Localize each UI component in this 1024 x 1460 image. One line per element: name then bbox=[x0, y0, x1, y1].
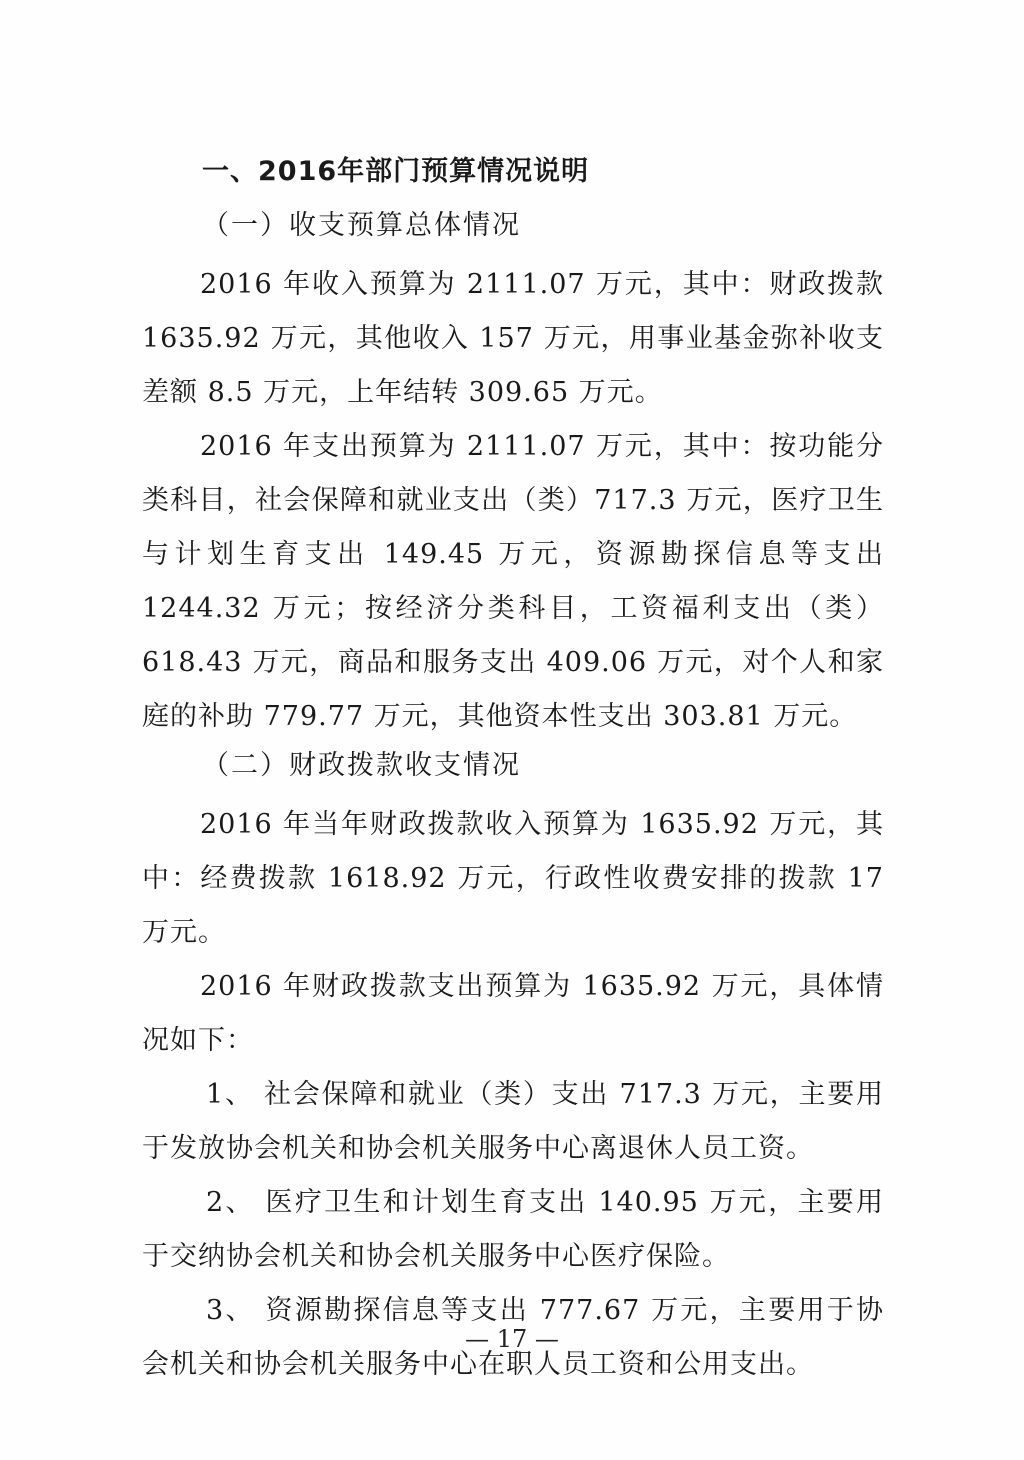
list-item-resources: 3、 资源勘探信息等支出 777.67 万元，主要用于协会机关和协会机关服务中心在职人员工资和公用支出。 bbox=[142, 1295, 884, 1380]
page-number: — 17 — bbox=[465, 1325, 559, 1353]
paragraph-expenditure-budget: 2016 年支出预算为 2111.07 万元，其中：按功能分类科目，社会保障和就业支出（类）717.3 万元，医疗卫生与计划生育支出 149.45 万元，资源勘探信息等支出 1244.32 万元；按经济分类科目，工资福利支出（类）618.43 万元，商品和服务支出 409.06 万元，对个人和家庭的补助 779.77 万元，其他资本性支出 303.81 万元。 bbox=[142, 431, 884, 732]
list-item-medical: 2、 医疗卫生和计划生育支出 140.95 万元，主要用于交纳协会机关和协会机关服务中心医疗保险。 bbox=[142, 1187, 884, 1272]
paragraph-appropriation-income: 2016 年当年财政拨款收入预算为 1635.92 万元，其中：经费拨款 1618.92 万元，行政性收费安排的拨款 17 万元。 bbox=[142, 809, 884, 948]
document-body bbox=[142, 150, 884, 1392]
subsection-title-1: （一）收支预算总体情况 bbox=[202, 210, 521, 241]
section-heading: 一、2016年部门预算情况说明 bbox=[202, 156, 590, 187]
paragraph-income-budget: 2016 年收入预算为 2111.07 万元，其中：财政拨款 1635.92 万元，其他收入 157 万元，用事业基金弥补收支差额 8.5 万元，上年结转 309.65 万元。 bbox=[142, 269, 884, 408]
paragraph-appropriation-expenditure: 2016 年财政拨款支出预算为 1635.92 万元，具体情况如下： bbox=[142, 971, 884, 1056]
list-item-social-security: 1、 社会保障和就业（类）支出 717.3 万元，主要用于发放协会机关和协会机关服务中心离退休人员工资。 bbox=[142, 1079, 884, 1164]
subsection-title-2: （二）财政拨款收支情况 bbox=[202, 750, 521, 781]
